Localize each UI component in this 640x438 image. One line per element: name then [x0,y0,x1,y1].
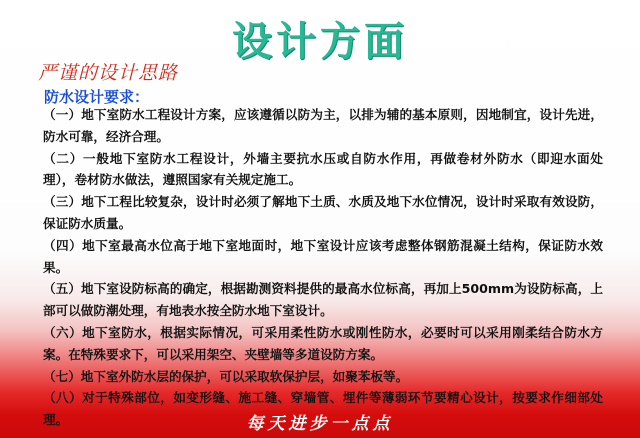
requirement-paragraph-7: （七）地下室外防水层的保护，可以采取软保护层，如聚苯板等。 [43,368,409,384]
requirements-body [43,104,603,431]
slide-subtitle: 严谨的设计思路 [38,62,179,84]
requirement-paragraph-3: （三）地下工程比较复杂，设计时必须了解地下土质、水质及地下水位情况，设计时采取有效设防，保证防水质量。 [43,194,603,231]
requirement-paragraph-4: （四）地下室最高水位高于地下室地面时，地下室设计应该考虑整体钢筋混凝土结构，保证防水效果。 [43,237,603,275]
requirement-paragraph-6: （六）地下室防水，根据实际情况，可采用柔性防水或刚性防水，必要时可以采用刚柔结合防水方案。在特殊要求下，可以采用架空、夹壁墙等多道设防方案。 [43,324,603,362]
slide-title: 设计方面 [232,19,408,65]
footer-slogan: 每天进步一点点 [246,414,394,434]
requirement-paragraph-8: （八）对于特殊部位，如变形缝、施工缝、穿墙管、埋件等薄弱环节要精心设计，按要求作细部处理。 [43,390,603,428]
requirement-paragraph-5: （五）地下室设防标高的确定，根据勘测资料提供的最高水位标高，再加上500mm为设防标高，上部可以做防潮处理，有地表水按全防水地下室设计。 [43,281,603,319]
requirement-paragraph-1: （一）地下室防水工程设计方案，应该遵循以防为主，以排为辅的基本原则，因地制宜，设计先进，防水可靠，经济合理。 [43,107,603,144]
requirement-paragraph-2: （二）一般地下室防水工程设计，外墙主要抗水压或自防水作用，再做卷材外防水（即迎水面处理），卷材防水做法，遵照国家有关规定施工。 [43,150,603,188]
requirements-heading: 防水设计要求： [44,88,150,106]
